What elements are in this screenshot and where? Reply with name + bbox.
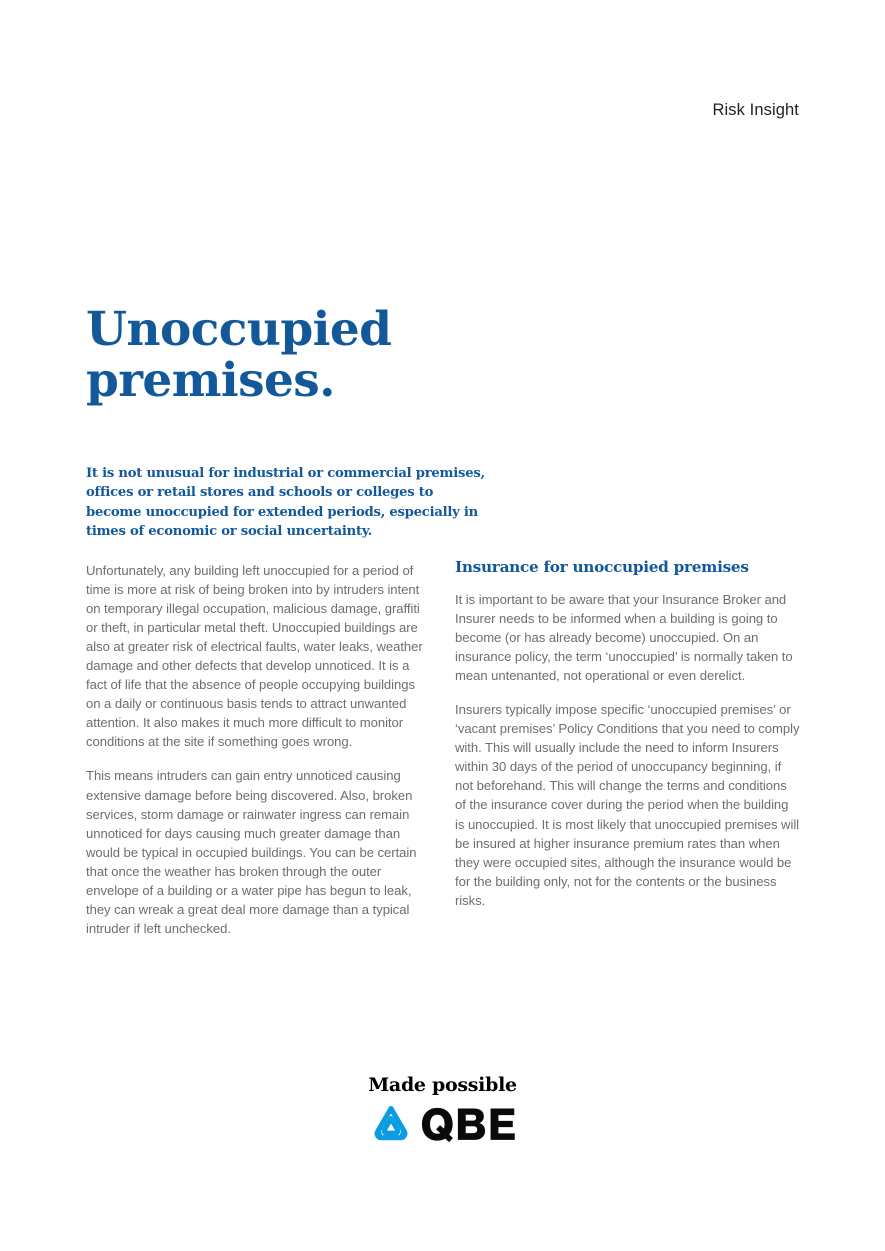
title-block <box>86 304 506 406</box>
right-paragraph-2: Insurers typically impose specific ‘unoccupied premises’ or ‘vacant premises’ Policy Conditions that you need to comply with. This will usually include the need to inform Insurers within 30 days of the period of unoccupancy beginning, if not beforehand. This will change the terms and conditions of the insurance cover during the period when the building is unoccupied. It is most likely that unoccupied premises will be insured at higher insurance premium rates than when they were occupied sites, although the insurance would be for the building only, not for the contents or the business risks. <box>455 702 800 908</box>
document-header-label: Risk Insight <box>712 101 799 119</box>
right-column <box>455 557 800 910</box>
left-column <box>86 561 431 938</box>
page-title-line-1: Unoccupied <box>86 302 392 357</box>
page-title-line-2: premises. <box>86 353 335 408</box>
page-title <box>86 304 506 406</box>
standfirst-text: It is not unusual for industrial or commercial premises, offices or retail stores and schools or colleges to become unoccupied for extended periods, especially in times of economic or social uncertainty. <box>86 466 485 539</box>
left-paragraph-2: This means intruders can gain entry unnoticed causing extensive damage before being discovered. Also, broken services, storm damage or rainwater ingress can remain unnoticed for days causing much greater damage than would be typical in occupied buildings. You can be certain that once the weather has broken through the outer envelope of a building or a water pipe has begun to leak, they can wreak a great deal more damage than a typical intruder if left unchecked. <box>86 768 417 936</box>
right-column-heading: Insurance for unoccupied premises <box>455 558 749 576</box>
left-paragraph-1: Unfortunately, any building left unoccupied for a period of time is more at risk of being broken into by intruders intent on temporary illegal occupation, malicious damage, graffiti or theft, in particular metal theft. Unoccupied buildings are also at greater risk of electrical faults, water leaks, weather damage and other defects that develop unnoticed. It is a fact of life that the absence of people occupying buildings on a daily or continuous basis tends to attract unwanted attention. It also makes it much more difficult to monitor conditions at the site if something goes wrong. <box>86 563 423 750</box>
qbe-logo <box>368 1103 518 1145</box>
qbe-wordmark <box>420 1106 518 1143</box>
made-possible-tagline: Made possible <box>368 1074 517 1096</box>
right-paragraph-1: It is important to be aware that your Insurance Broker and Insurer needs to be informed when a building is going to become (or has already become) unoccupied. On an insurance policy, the term ‘unoccupied’ is normally taken to mean untenanted, not operational or even derelict. <box>455 592 793 684</box>
footer-branding <box>0 1074 885 1145</box>
qbe-trefoil-icon <box>368 1103 414 1145</box>
